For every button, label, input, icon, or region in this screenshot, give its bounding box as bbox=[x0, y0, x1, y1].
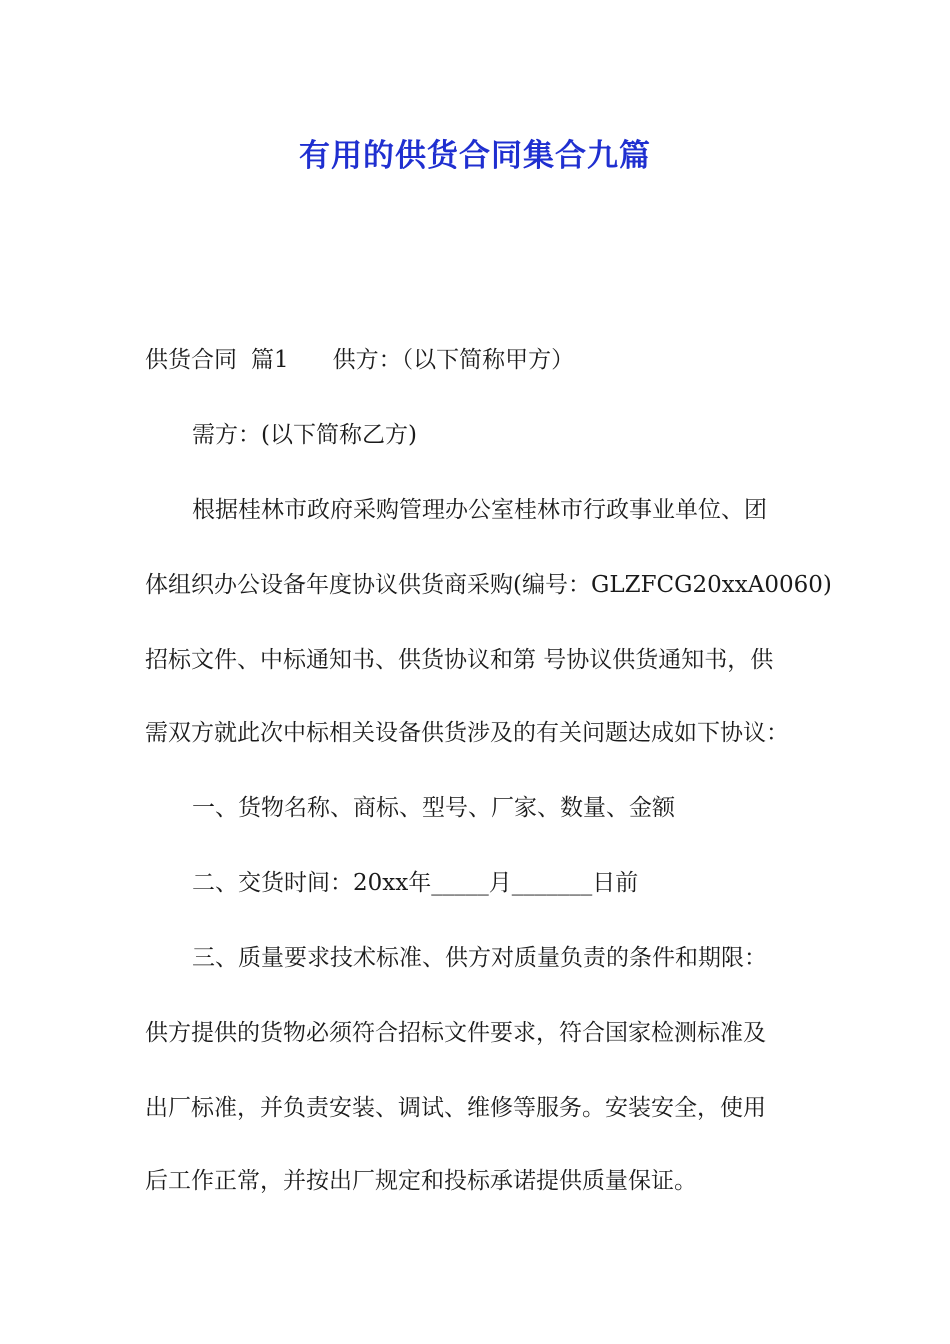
clause-two: 二、交货时间：20xx年_____月_______日前 bbox=[192, 870, 639, 896]
paragraph-line: 体组织办公设备年度协议供货商采购(编号：GLZFCG20xxA0060) bbox=[145, 572, 832, 598]
paragraph-line: 后工作正常，并按出厂规定和投标承诺提供质量保证。 bbox=[145, 1168, 697, 1194]
paragraph-line: 出厂标准，并负责安装、调试、维修等服务。安装安全，使用 bbox=[145, 1095, 766, 1121]
contract-number: 篇1 bbox=[251, 347, 289, 373]
paragraph-line: 根据桂林市政府采购管理办公室桂林市行政事业单位、团 bbox=[192, 497, 767, 523]
document-title: 有用的供货合同集合九篇 bbox=[299, 138, 651, 174]
buyer-party: 需方：(以下简称乙方) bbox=[192, 422, 417, 448]
paragraph-line: 供方提供的货物必须符合招标文件要求，符合国家检测标准及 bbox=[145, 1020, 766, 1046]
contract-label: 供货合同 bbox=[145, 347, 237, 373]
paragraph-line: 需双方就此次中标相关设备供货涉及的有关问题达成如下协议： bbox=[145, 720, 789, 746]
clause-three: 三、质量要求技术标准、供方对质量负责的条件和期限： bbox=[192, 945, 767, 971]
supplier-party: 供方：（以下简称甲方） bbox=[332, 347, 575, 373]
clause-one: 一、货物名称、商标、型号、厂家、数量、金额 bbox=[192, 795, 675, 821]
contract-heading-line bbox=[145, 345, 805, 375]
paragraph-line: 招标文件、中标通知书、供货协议和第 号协议供货通知书，供 bbox=[145, 647, 774, 673]
